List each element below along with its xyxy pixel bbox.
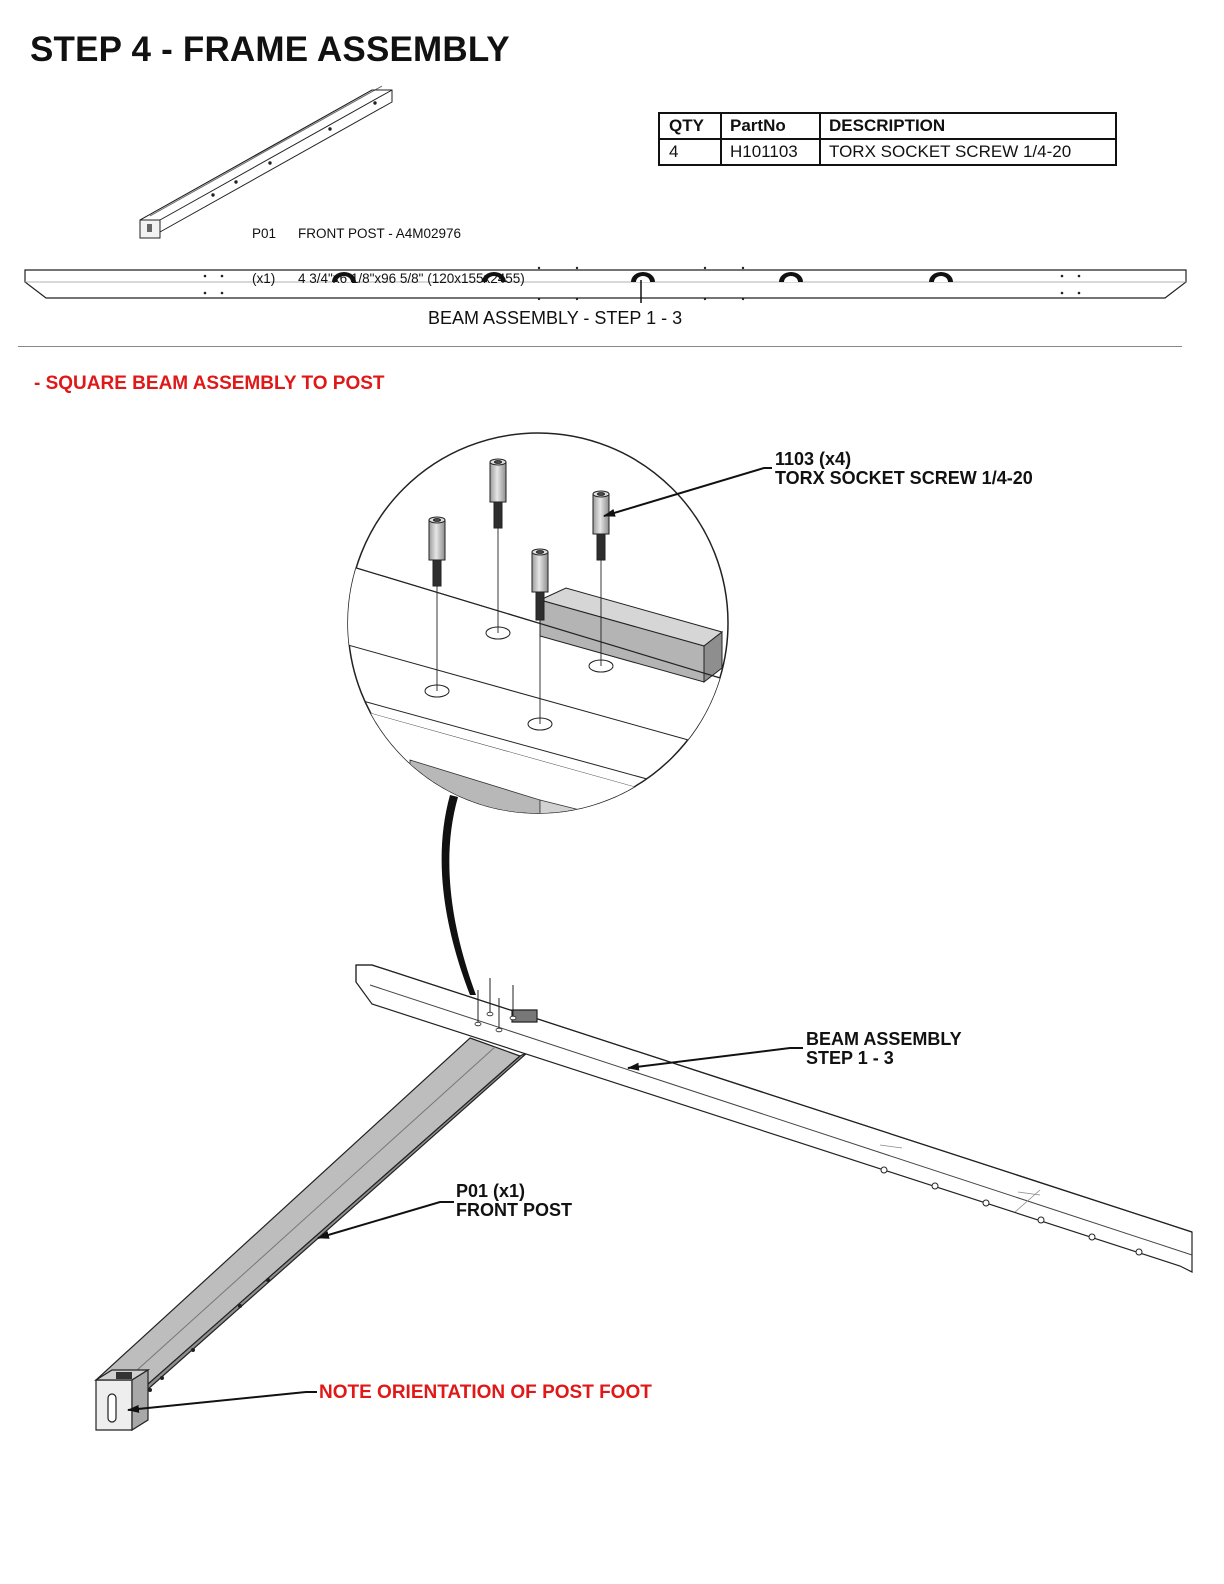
- instruction-text: - SQUARE BEAM ASSEMBLY TO POST: [34, 373, 385, 394]
- beam-drawing: [356, 965, 1192, 1272]
- foot-callout: [319, 1383, 652, 1402]
- front-post-drawing: [96, 1038, 528, 1430]
- beam-callout-line1: BEAM ASSEMBLY: [806, 1029, 962, 1049]
- beam-callout-line2: STEP 1 - 3: [806, 1048, 894, 1068]
- beam-caption: BEAM ASSEMBLY - STEP 1 - 3: [428, 308, 683, 328]
- detail-magnifier: [330, 433, 760, 900]
- foot-callout-text: NOTE ORIENTATION OF POST FOOT: [319, 1382, 652, 1403]
- post-callout: [456, 1182, 572, 1220]
- detail-connector: [442, 795, 476, 995]
- post-part-code: P01: [252, 226, 277, 241]
- qty-cell: 4: [659, 139, 721, 165]
- post-part-caption: [252, 196, 525, 301]
- beam-elevation: [25, 267, 1186, 303]
- screw-callout: [775, 450, 1033, 488]
- post-callout-line1: P01 (x1): [456, 1181, 526, 1201]
- part-no-header: PartNo: [721, 113, 820, 139]
- beam-callout: [806, 1030, 962, 1068]
- post-part-qty: (x1): [252, 271, 276, 286]
- page-title: STEP 4 - FRAME ASSEMBLY: [30, 30, 510, 69]
- post-part-name: FRONT POST - A4M02976: [298, 226, 462, 241]
- description-header: DESCRIPTION: [820, 113, 1116, 139]
- qty-header: QTY: [659, 113, 721, 139]
- post-callout-line2: FRONT POST: [456, 1200, 572, 1220]
- post-part-dimensions: 4 3/4"x6 1/8"x96 5/8" (120x155x2455): [298, 271, 525, 286]
- screw-callout-desc: TORX SOCKET SCREW 1/4-20: [775, 468, 1033, 488]
- part-no-cell: H101103: [721, 139, 820, 165]
- divider: [18, 346, 1182, 347]
- screw-callout-qty: 1103 (x4): [775, 449, 852, 469]
- description-cell: TORX SOCKET SCREW 1/4-20: [820, 139, 1116, 165]
